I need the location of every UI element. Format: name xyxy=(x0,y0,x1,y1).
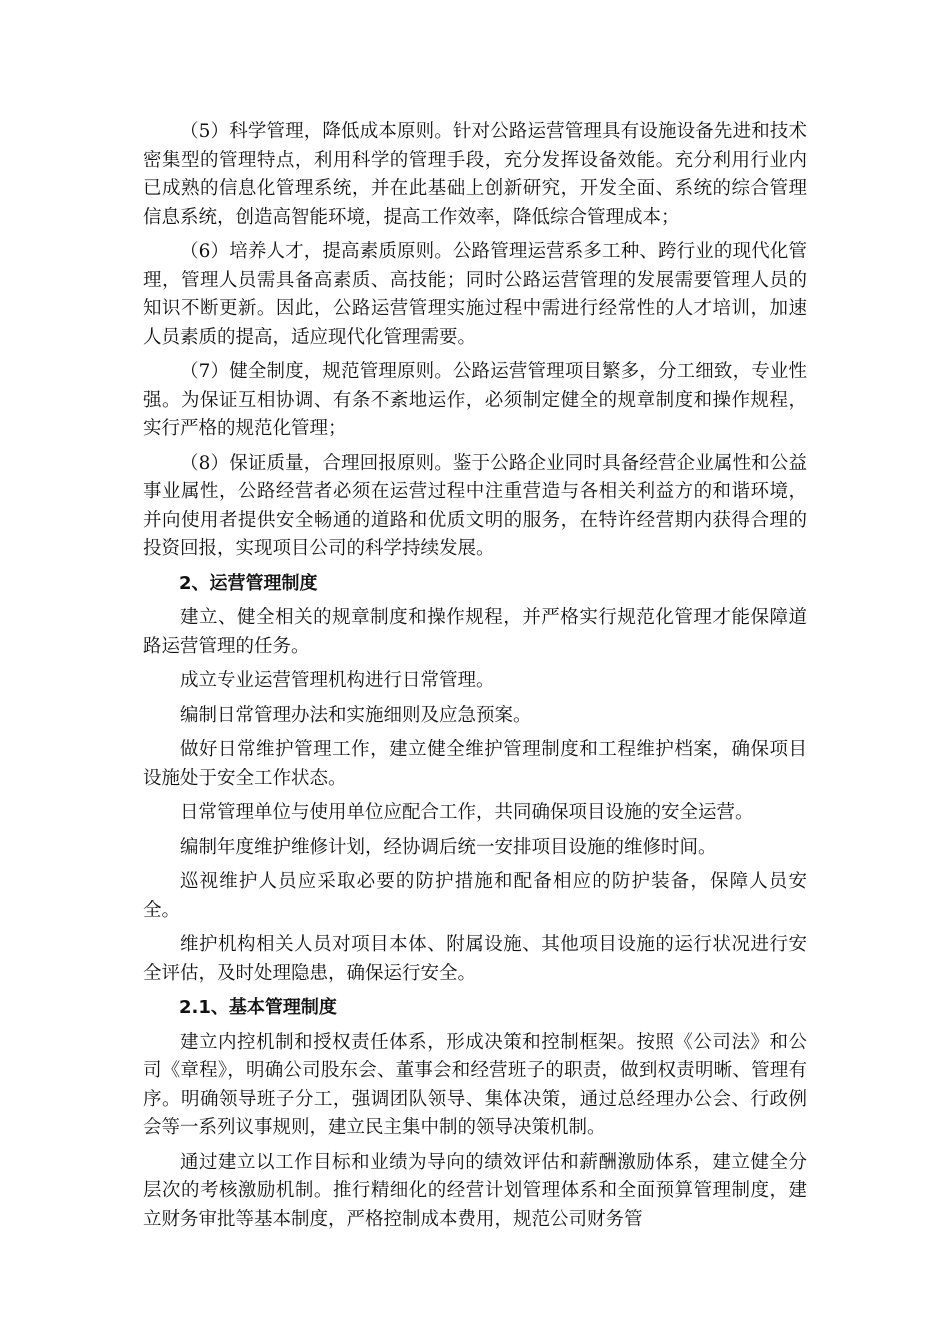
paragraph: 建立内控机制和授权责任体系，形成决策和控制框架。按照《公司法》和公司《章程》，明确公司股东会、董事会和经营班子的职责，做到权责明晰、管理有序。明确领导班子分工，强调团队领导、集体决策，通过总经理办公会、行政例会等一系列议事规则，建立民主集中制的领导决策机制。 xyxy=(143,1031,807,1138)
paragraph: 成立专业运营管理机构进行日常管理。 xyxy=(180,670,495,691)
paragraph: 做好日常维护管理工作，建立健全维护管理制度和工程维护档案，确保项目设施处于安全工作状态。 xyxy=(143,739,807,789)
section-heading-operations: 2、运营管理制度 xyxy=(179,572,318,594)
paragraph: 日常管理单位与使用单位应配合工作，共同确保项目设施的安全运营。 xyxy=(180,802,754,823)
paragraph-principle-7: （7）健全制度，规范管理原则。公路运营管理项目繁多，分工细致，专业性强。为保证互相协调、有条不紊地运作，必须制定健全的规章制度和操作规程，实行严格的规范化管理； xyxy=(143,361,807,439)
paragraph: 巡视维护人员应采取必要的防护措施和配备相应的防护装备，保障人员安全。 xyxy=(143,871,807,921)
paragraph: 编制日常管理办法和实施细则及应急预案。 xyxy=(180,704,532,726)
paragraph: 建立、健全相关的规章制度和操作规程，并严格实行规范化管理才能保障道路运营管理的任务。 xyxy=(143,607,807,657)
paragraph-principle-6: （6）培养人才，提高素质原则。公路管理运营系多工种、跨行业的现代化管理，管理人员需具备高素质、高技能；同时公路运营管理的发展需要管理人员的知识不断更新。因此，公路运营管理实施过程中需进行经常性的人才培训，加速人员素质的提高，适应现代化管理需要。 xyxy=(143,241,807,348)
section-heading-basic-management: 2.1、基本管理制度 xyxy=(179,997,337,1018)
paragraph: 维护机构相关人员对项目本体、附属设施、其他项目设施的运行状况进行安全评估，及时处理隐患，确保运行安全。 xyxy=(143,934,807,984)
paragraph-principle-8: （8）保证质量，合理回报原则。鉴于公路企业同时具备经营企业属性和公益事业属性，公路经营者必须在运营过程中注重营造与各相关利益方的和谐环境，并向使用者提供安全畅通的道路和优质文明的服务，在特许经营期内获得合理的投资回报，实现项目公司的科学持续发展。 xyxy=(143,452,807,559)
paragraph: 通过建立以工作目标和业绩为导向的绩效评估和薪酬激励体系，建立健全分层次的考核激励机制。推行精细化的经营计划管理体系和全面预算管理制度，建立财务审批等基本制度，严格控制成本费用，规范公司财务管 xyxy=(143,1151,807,1230)
document-page xyxy=(143,118,807,1240)
paragraph-principle-5: （5）科学管理，降低成本原则。针对公路运营管理具有设施设备先进和技术密集型的管理特点，利用科学的管理手段，充分发挥设备效能。充分利用行业内已成熟的信息化管理系统，并在此基础上创新研究，开发全面、系统的综合管理信息系统，创造高智能环境，提高工作效率，降低综合管理成本； xyxy=(143,121,807,228)
paragraph: 编制年度维护维修计划，经协调后统一安排项目设施的维修时间。 xyxy=(180,836,717,858)
